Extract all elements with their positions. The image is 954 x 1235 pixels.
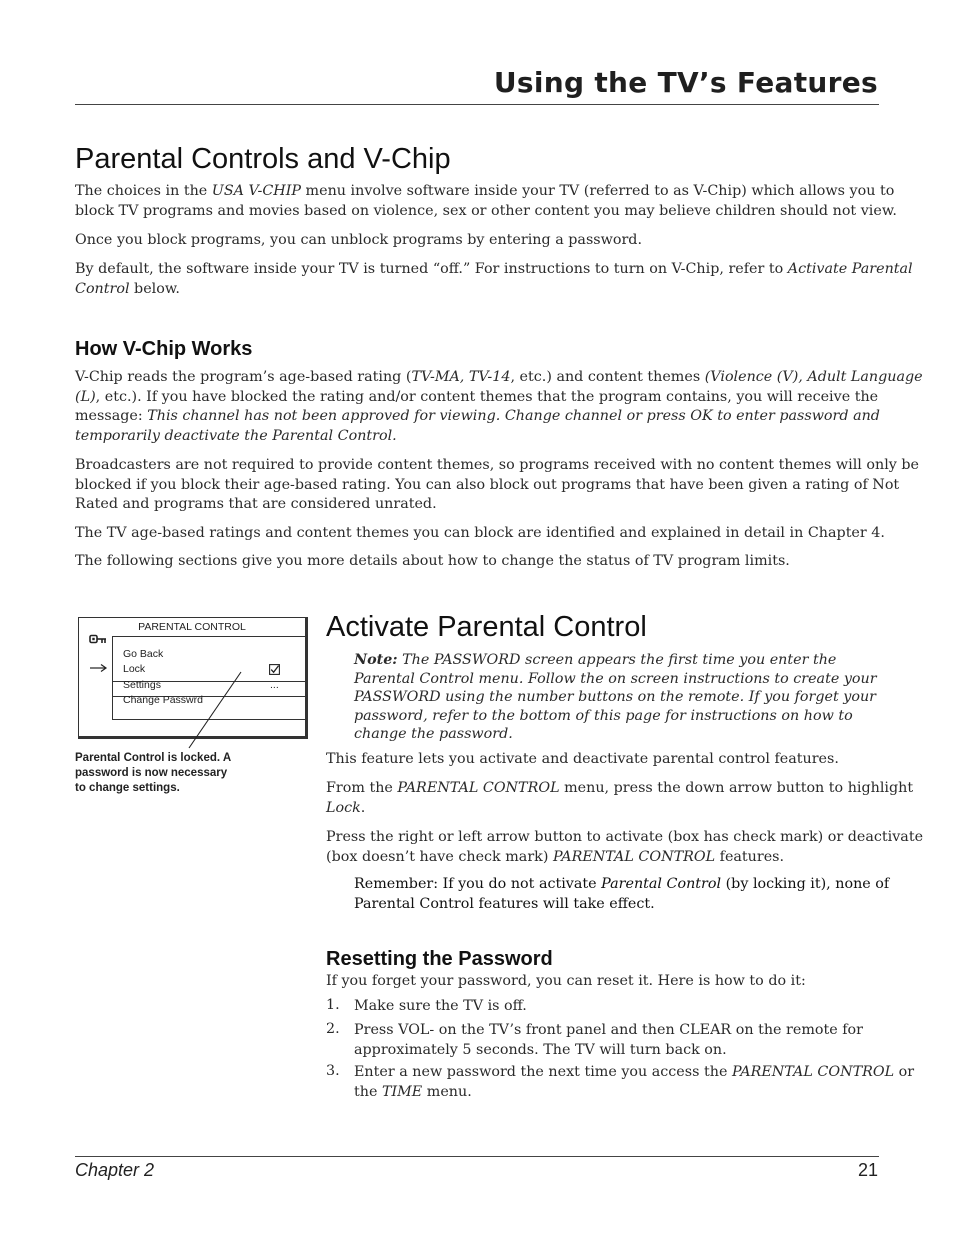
menu-item-settings[interactable]: Settings [123, 679, 161, 691]
callout-line [185, 670, 245, 750]
footer-rule [75, 1156, 879, 1157]
paragraph-ratings: The TV age-based ratings and content themes you can block are identified and explained in detail in Chapter 4. [75, 525, 885, 541]
step-number: 1. [326, 997, 340, 1013]
step-number: 2. [326, 1021, 340, 1037]
menu-item-change-password[interactable]: Change Passwrd [123, 694, 203, 706]
section-title-how-vchip-works: How V-Chip Works [75, 338, 253, 360]
header-rule [75, 104, 879, 105]
paragraph-default: By default, the software inside your TV is turned “off.” For instructions to turn on V-Chip, refer to Activate Parental Control below. [75, 261, 913, 297]
screen-caption: Parental Control is locked. A password is now necessary to change settings. [75, 752, 232, 794]
remember-block: Remember: If you do not activate Parental Control (by locking it), none of Parental Control features will take effect. [354, 876, 890, 912]
checkbox-checked-icon[interactable] [269, 664, 280, 675]
note-block: Note: The PASSWORD screen appears the first time you enter the Parental Control menu. Follow the on screen instructions to create your PASSWORD using the number buttons on the remote. If you forget your password, refer to the bottom of this page for instructions on how to change the password. [354, 652, 877, 743]
paragraph-intro: The choices in the USA V-CHIP menu involve software inside your TV (referred to as V-Chip) which allows you to block TV programs and movies based on violence, sex or other content you may believe children should not view. [75, 183, 897, 219]
section-title-resetting-password: Resetting the Password [326, 948, 553, 970]
paragraph-vchip-reads: V-Chip reads the program’s age-based rating (TV-MA, TV-14, etc.) and content themes (Violence (V), Adult Language (L), etc.). If you have blocked the rating and/or content themes that the program contains, you will receive the message: This channel has not been approved for viewing. Change channel or press OK to enter password and temporarily deactivate the Parental Control. [75, 369, 923, 444]
paragraph-following-sections: The following sections give you more details about how to change the status of TV program limits. [75, 553, 790, 569]
paragraph-reset-intro: If you forget your password, you can reset it. Here is how to do it: [326, 973, 806, 989]
menu-item-lock[interactable]: Lock [123, 663, 146, 675]
arrow-right-icon [89, 663, 109, 673]
key-icon [89, 634, 107, 646]
footer-chapter: Chapter 2 [75, 1160, 155, 1180]
osd-title: PARENTAL CONTROL [138, 621, 246, 633]
paragraph-broadcasters: Broadcasters are not required to provide content themes, so programs received with no content themes will only be blocked if you block their age-based rating. You can also block out programs that have been given a rating of Not Rated and programs that are considered unrated. [75, 457, 920, 512]
paragraph-arrow-buttons: Press the right or left arrow button to activate (box has check mark) or deactivate (box doesn’t have check mark) PARENTAL CONTROL features. [326, 829, 924, 865]
menu-item-settings-ellipsis: ... [270, 679, 279, 691]
paragraph-feature: This feature lets you activate and deactivate parental control features. [326, 751, 839, 767]
step-text: Make sure the TV is off. [354, 998, 527, 1014]
step-text: Press VOL- on the TV’s front panel and then CLEAR on the remote for approximately 5 seconds. The TV will turn back on. [354, 1022, 863, 1058]
section-title-activate-parental-control: Activate Parental Control [326, 611, 647, 643]
running-header: Using the TV’s Features [493, 66, 878, 99]
menu-item-go-back[interactable]: Go Back [123, 648, 164, 660]
step-text: Enter a new password the next time you access the PARENTAL CONTROL or the TIME menu. [354, 1064, 915, 1100]
page-number: 21 [857, 1160, 878, 1180]
paragraph-unblock: Once you block programs, you can unblock programs by entering a password. [75, 232, 642, 248]
section-title-parental-controls: Parental Controls and V-Chip [75, 143, 451, 175]
step-number: 3. [326, 1063, 340, 1079]
paragraph-from-menu: From the PARENTAL CONTROL menu, press the down arrow button to highlight Lock. [326, 780, 914, 816]
